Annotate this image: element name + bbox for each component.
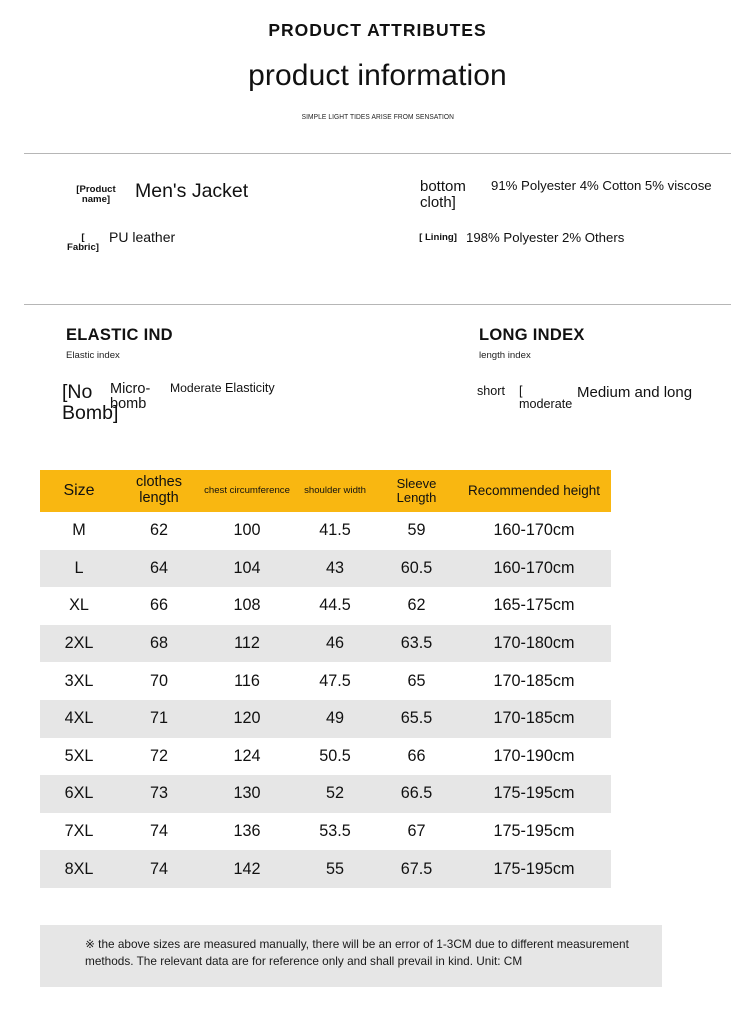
table-cell: 175-195cm: [457, 813, 611, 851]
table-cell: 108: [200, 587, 294, 625]
elastic-index-title: ELASTIC IND: [66, 325, 173, 344]
table-row: [40, 738, 611, 776]
cell-size: 6XL: [40, 775, 118, 813]
table-row: [40, 550, 611, 588]
table-cell: 67.5: [376, 850, 457, 888]
page-header: [0, 0, 755, 124]
cell-size: 3XL: [40, 662, 118, 700]
length-index-title: LONG INDEX: [479, 325, 585, 344]
table-cell: 136: [200, 813, 294, 851]
table-cell: 62: [118, 512, 200, 550]
table-cell: 160-170cm: [457, 550, 611, 588]
table-cell: 44.5: [294, 587, 376, 625]
elastic-scale: [62, 382, 295, 424]
attribute-label: [Product name]: [76, 183, 116, 206]
length-scale: [477, 385, 707, 412]
column-header-size: Size: [40, 470, 118, 512]
table-cell: 170-180cm: [457, 625, 611, 663]
table-row: [40, 625, 611, 663]
table-cell: 41.5: [294, 512, 376, 550]
elastic-index-block: [66, 327, 173, 361]
attributes-section: [0, 178, 755, 274]
table-cell: 170-190cm: [457, 738, 611, 776]
table-cell: 65: [376, 662, 457, 700]
measurement-note-text: ※ the above sizes are measured manually, there will be an error of 1-3CM due to different measurement methods. The relevant data are for reference only and shall prevail in kind. Unit: CM: [85, 937, 629, 968]
attribute-value: 91% Polyester 4% Cotton 5% viscose: [491, 177, 712, 193]
table-cell: 175-195cm: [457, 775, 611, 813]
attribute-value: Men's Jacket: [135, 179, 249, 202]
table-row: [40, 662, 611, 700]
table-cell: 165-175cm: [457, 587, 611, 625]
length-level: short: [477, 383, 505, 398]
table-cell: 74: [118, 850, 200, 888]
size-table-body: [40, 512, 611, 888]
table-cell: 70: [118, 662, 200, 700]
attribute-label: [ Lining]: [419, 231, 457, 243]
attribute-value: 198% Polyester 2% Others: [466, 229, 625, 245]
page-tagline: SIMPLE LIGHT TIDES ARISE FROM SENSATION: [301, 111, 454, 121]
table-cell: 160-170cm: [457, 512, 611, 550]
table-header-row: [40, 470, 611, 512]
cell-size: L: [40, 550, 118, 588]
page-title: PRODUCT ATTRIBUTES: [268, 20, 487, 40]
attribute-label: bottom cloth]: [420, 177, 466, 211]
elastic-level: Elasticity: [225, 380, 275, 395]
table-cell: 120: [200, 700, 294, 738]
attribute-product-name: [68, 180, 248, 206]
table-cell: 50.5: [294, 738, 376, 776]
table-cell: 47.5: [294, 662, 376, 700]
table-cell: 53.5: [294, 813, 376, 851]
table-cell: 59: [376, 512, 457, 550]
page-subtitle: product information: [248, 58, 507, 92]
table-cell: 49: [294, 700, 376, 738]
cell-size: 2XL: [40, 625, 118, 663]
elastic-level: Micro-bomb: [110, 380, 151, 413]
attribute-value: PU leather: [109, 228, 176, 245]
table-cell: 130: [200, 775, 294, 813]
table-row: [40, 813, 611, 851]
table-cell: 100: [200, 512, 294, 550]
table-row: [40, 512, 611, 550]
attribute-fabric: [66, 229, 175, 254]
table-cell: 104: [200, 550, 294, 588]
elastic-index-subtitle: Elastic index: [66, 350, 120, 361]
table-cell: 72: [118, 738, 200, 776]
divider-top: [24, 153, 731, 154]
column-header-chest-circumference: chest circumference: [200, 470, 294, 512]
table-cell: 71: [118, 700, 200, 738]
table-cell: 67: [376, 813, 457, 851]
table-cell: 46: [294, 625, 376, 663]
size-table: [40, 470, 611, 888]
table-cell: 74: [118, 813, 200, 851]
table-cell: 112: [200, 625, 294, 663]
elastic-level: Moderate: [170, 380, 222, 395]
column-header-clothes-length: clothes length: [118, 470, 200, 512]
table-row: [40, 775, 611, 813]
table-cell: 64: [118, 550, 200, 588]
table-cell: 66: [118, 587, 200, 625]
column-header-shoulder-width: shoulder width: [294, 470, 376, 512]
table-cell: 170-185cm: [457, 700, 611, 738]
table-cell: 68: [118, 625, 200, 663]
table-cell: 52: [294, 775, 376, 813]
divider-middle: [24, 304, 731, 305]
cell-size: 4XL: [40, 700, 118, 738]
table-cell: 63.5: [376, 625, 457, 663]
table-cell: 73: [118, 775, 200, 813]
table-cell: 55: [294, 850, 376, 888]
measurement-note-box: [40, 925, 662, 987]
attribute-bottom-cloth: [420, 178, 712, 212]
table-row: [40, 587, 611, 625]
table-cell: 124: [200, 738, 294, 776]
length-level: [ moderate: [519, 383, 573, 412]
table-cell: 116: [200, 662, 294, 700]
elastic-level: [No Bomb]: [62, 380, 119, 424]
size-table-header: [40, 470, 611, 512]
table-row: [40, 700, 611, 738]
table-cell: 65.5: [376, 700, 457, 738]
table-cell: 175-195cm: [457, 850, 611, 888]
cell-size: 8XL: [40, 850, 118, 888]
cell-size: 7XL: [40, 813, 118, 851]
table-cell: 170-185cm: [457, 662, 611, 700]
length-index-subtitle: length index: [479, 350, 531, 361]
cell-size: M: [40, 512, 118, 550]
column-header-recommended-height: Recommended height: [457, 470, 611, 512]
index-section: [0, 327, 755, 447]
table-row: [40, 850, 611, 888]
length-level: Medium and long: [577, 383, 693, 401]
length-index-block: [479, 327, 585, 361]
table-cell: 66: [376, 738, 457, 776]
table-cell: 66.5: [376, 775, 457, 813]
attribute-label: [ Fabric]: [67, 231, 99, 254]
table-cell: 62: [376, 587, 457, 625]
table-cell: 60.5: [376, 550, 457, 588]
table-cell: 43: [294, 550, 376, 588]
cell-size: 5XL: [40, 738, 118, 776]
column-header-sleeve-length: Sleeve Length: [376, 470, 457, 512]
table-cell: 142: [200, 850, 294, 888]
attribute-lining: [419, 230, 624, 246]
cell-size: XL: [40, 587, 118, 625]
